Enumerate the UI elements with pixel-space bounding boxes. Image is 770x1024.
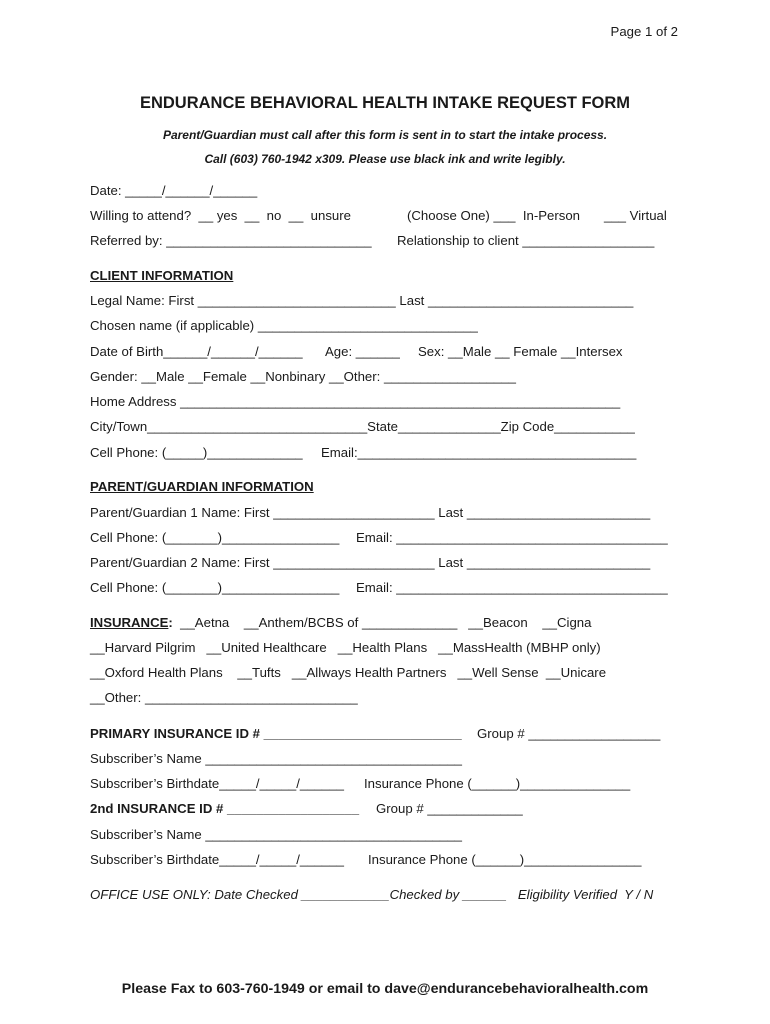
secondary-subscriber-name-field[interactable]: Subscriber’s Name ___________________________________ xyxy=(90,827,463,842)
primary-subscriber-name-field[interactable]: Subscriber’s Name ___________________________________ xyxy=(90,751,463,766)
client-dob-field[interactable]: Date of Birth______/______/______ xyxy=(90,344,303,359)
guardian1-email-field[interactable]: Email: _____________________________________ xyxy=(356,530,668,545)
client-sex-field[interactable]: Sex: __Male __ Female __Intersex xyxy=(418,344,623,359)
fax-email-footer: Please Fax to 603-760-1949 or email to dave@endurancebehavioralhealth.com xyxy=(121,981,649,997)
client-cell-phone-field[interactable]: Cell Phone: (_____)_____________ xyxy=(90,445,303,460)
client-gender-field[interactable]: Gender: __Male __Female __Nonbinary __Other: __________________ xyxy=(90,369,516,384)
insurance-line-3[interactable]: __Oxford Health Plans __Tufts __Allways Health Partners __Well Sense __Unicare xyxy=(90,665,607,680)
willing-to-attend-field[interactable]: Willing to attend? __ yes __ no __ unsure xyxy=(90,208,351,223)
guardian2-email-field[interactable]: Email: _____________________________________ xyxy=(356,580,668,595)
client-email-field[interactable]: Email:______________________________________ xyxy=(321,445,637,460)
primary-insurance-phone-field[interactable]: Insurance Phone (______)_______________ xyxy=(364,776,631,791)
relationship-field[interactable]: Relationship to client __________________ xyxy=(397,233,655,248)
insurance-heading: INSURANCE xyxy=(90,615,169,630)
insurance-line-1[interactable] xyxy=(90,615,591,631)
secondary-insurance-id-field[interactable]: 2nd INSURANCE ID # __________________ xyxy=(90,801,360,816)
legal-name-field[interactable]: Legal Name: First ___________________________ Last ____________________________ xyxy=(90,293,634,308)
guardian2-name-field[interactable]: Parent/Guardian 2 Name: First ______________________ Last _________________________ xyxy=(90,555,651,570)
city-state-zip-field[interactable]: City/Town______________________________State______________Zip Code___________ xyxy=(90,419,635,434)
insurance-heading-colon: : xyxy=(168,615,173,630)
guardian1-cell-field[interactable]: Cell Phone: (_______)________________ xyxy=(90,530,340,545)
primary-subscriber-birthdate-field[interactable]: Subscriber’s Birthdate_____/_____/______ xyxy=(90,776,344,791)
office-use-only-line: OFFICE USE ONLY: Date Checked ____________Checked by ______ Eligibility Verified Y / N xyxy=(90,887,654,902)
primary-group-field[interactable]: Group # __________________ xyxy=(477,726,661,741)
client-age-field[interactable]: Age: ______ xyxy=(325,344,400,359)
subtitle-intake-instructions: Parent/Guardian must call after this form is sent in to start the intake process. xyxy=(162,128,608,142)
attendance-mode-in-person[interactable]: (Choose One) ___ In-Person xyxy=(407,208,580,223)
secondary-insurance-phone-field[interactable]: Insurance Phone (______)________________ xyxy=(368,852,642,867)
secondary-group-field[interactable]: Group # _____________ xyxy=(376,801,523,816)
attendance-mode-virtual[interactable]: ___ Virtual xyxy=(604,208,667,223)
guardian-info-heading: PARENT/GUARDIAN INFORMATION xyxy=(90,479,314,494)
secondary-subscriber-birthdate-field[interactable]: Subscriber’s Birthdate_____/_____/______ xyxy=(90,852,344,867)
guardian2-cell-field[interactable]: Cell Phone: (_______)________________ xyxy=(90,580,340,595)
home-address-field[interactable]: Home Address ____________________________________________________________ xyxy=(90,394,621,409)
insurance-other-field[interactable]: __Other: _____________________________ xyxy=(90,690,358,705)
insurance-line-2[interactable]: __Harvard Pilgrim __United Healthcare __Health Plans __MassHealth (MBHP only) xyxy=(90,640,601,655)
page-number: Page 1 of 2 xyxy=(610,24,678,39)
client-info-heading: CLIENT INFORMATION xyxy=(90,268,234,283)
subtitle-call-instructions: Call (603) 760-1942 x309. Please use black ink and write legibly. xyxy=(204,152,566,166)
chosen-name-field[interactable]: Chosen name (if applicable) ______________________________ xyxy=(90,318,478,333)
form-title: ENDURANCE BEHAVIORAL HEALTH INTAKE REQUEST FORM xyxy=(139,94,631,112)
date-field[interactable]: Date: _____/______/______ xyxy=(90,183,258,198)
referred-by-field[interactable]: Referred by: ____________________________ xyxy=(90,233,372,248)
insurance-options-1[interactable]: __Aetna __Anthem/BCBS of _____________ __Beacon __Cigna xyxy=(172,615,592,630)
guardian1-name-field[interactable]: Parent/Guardian 1 Name: First ______________________ Last _________________________ xyxy=(90,505,651,520)
primary-insurance-id-field[interactable]: PRIMARY INSURANCE ID # ___________________________ xyxy=(90,726,462,741)
